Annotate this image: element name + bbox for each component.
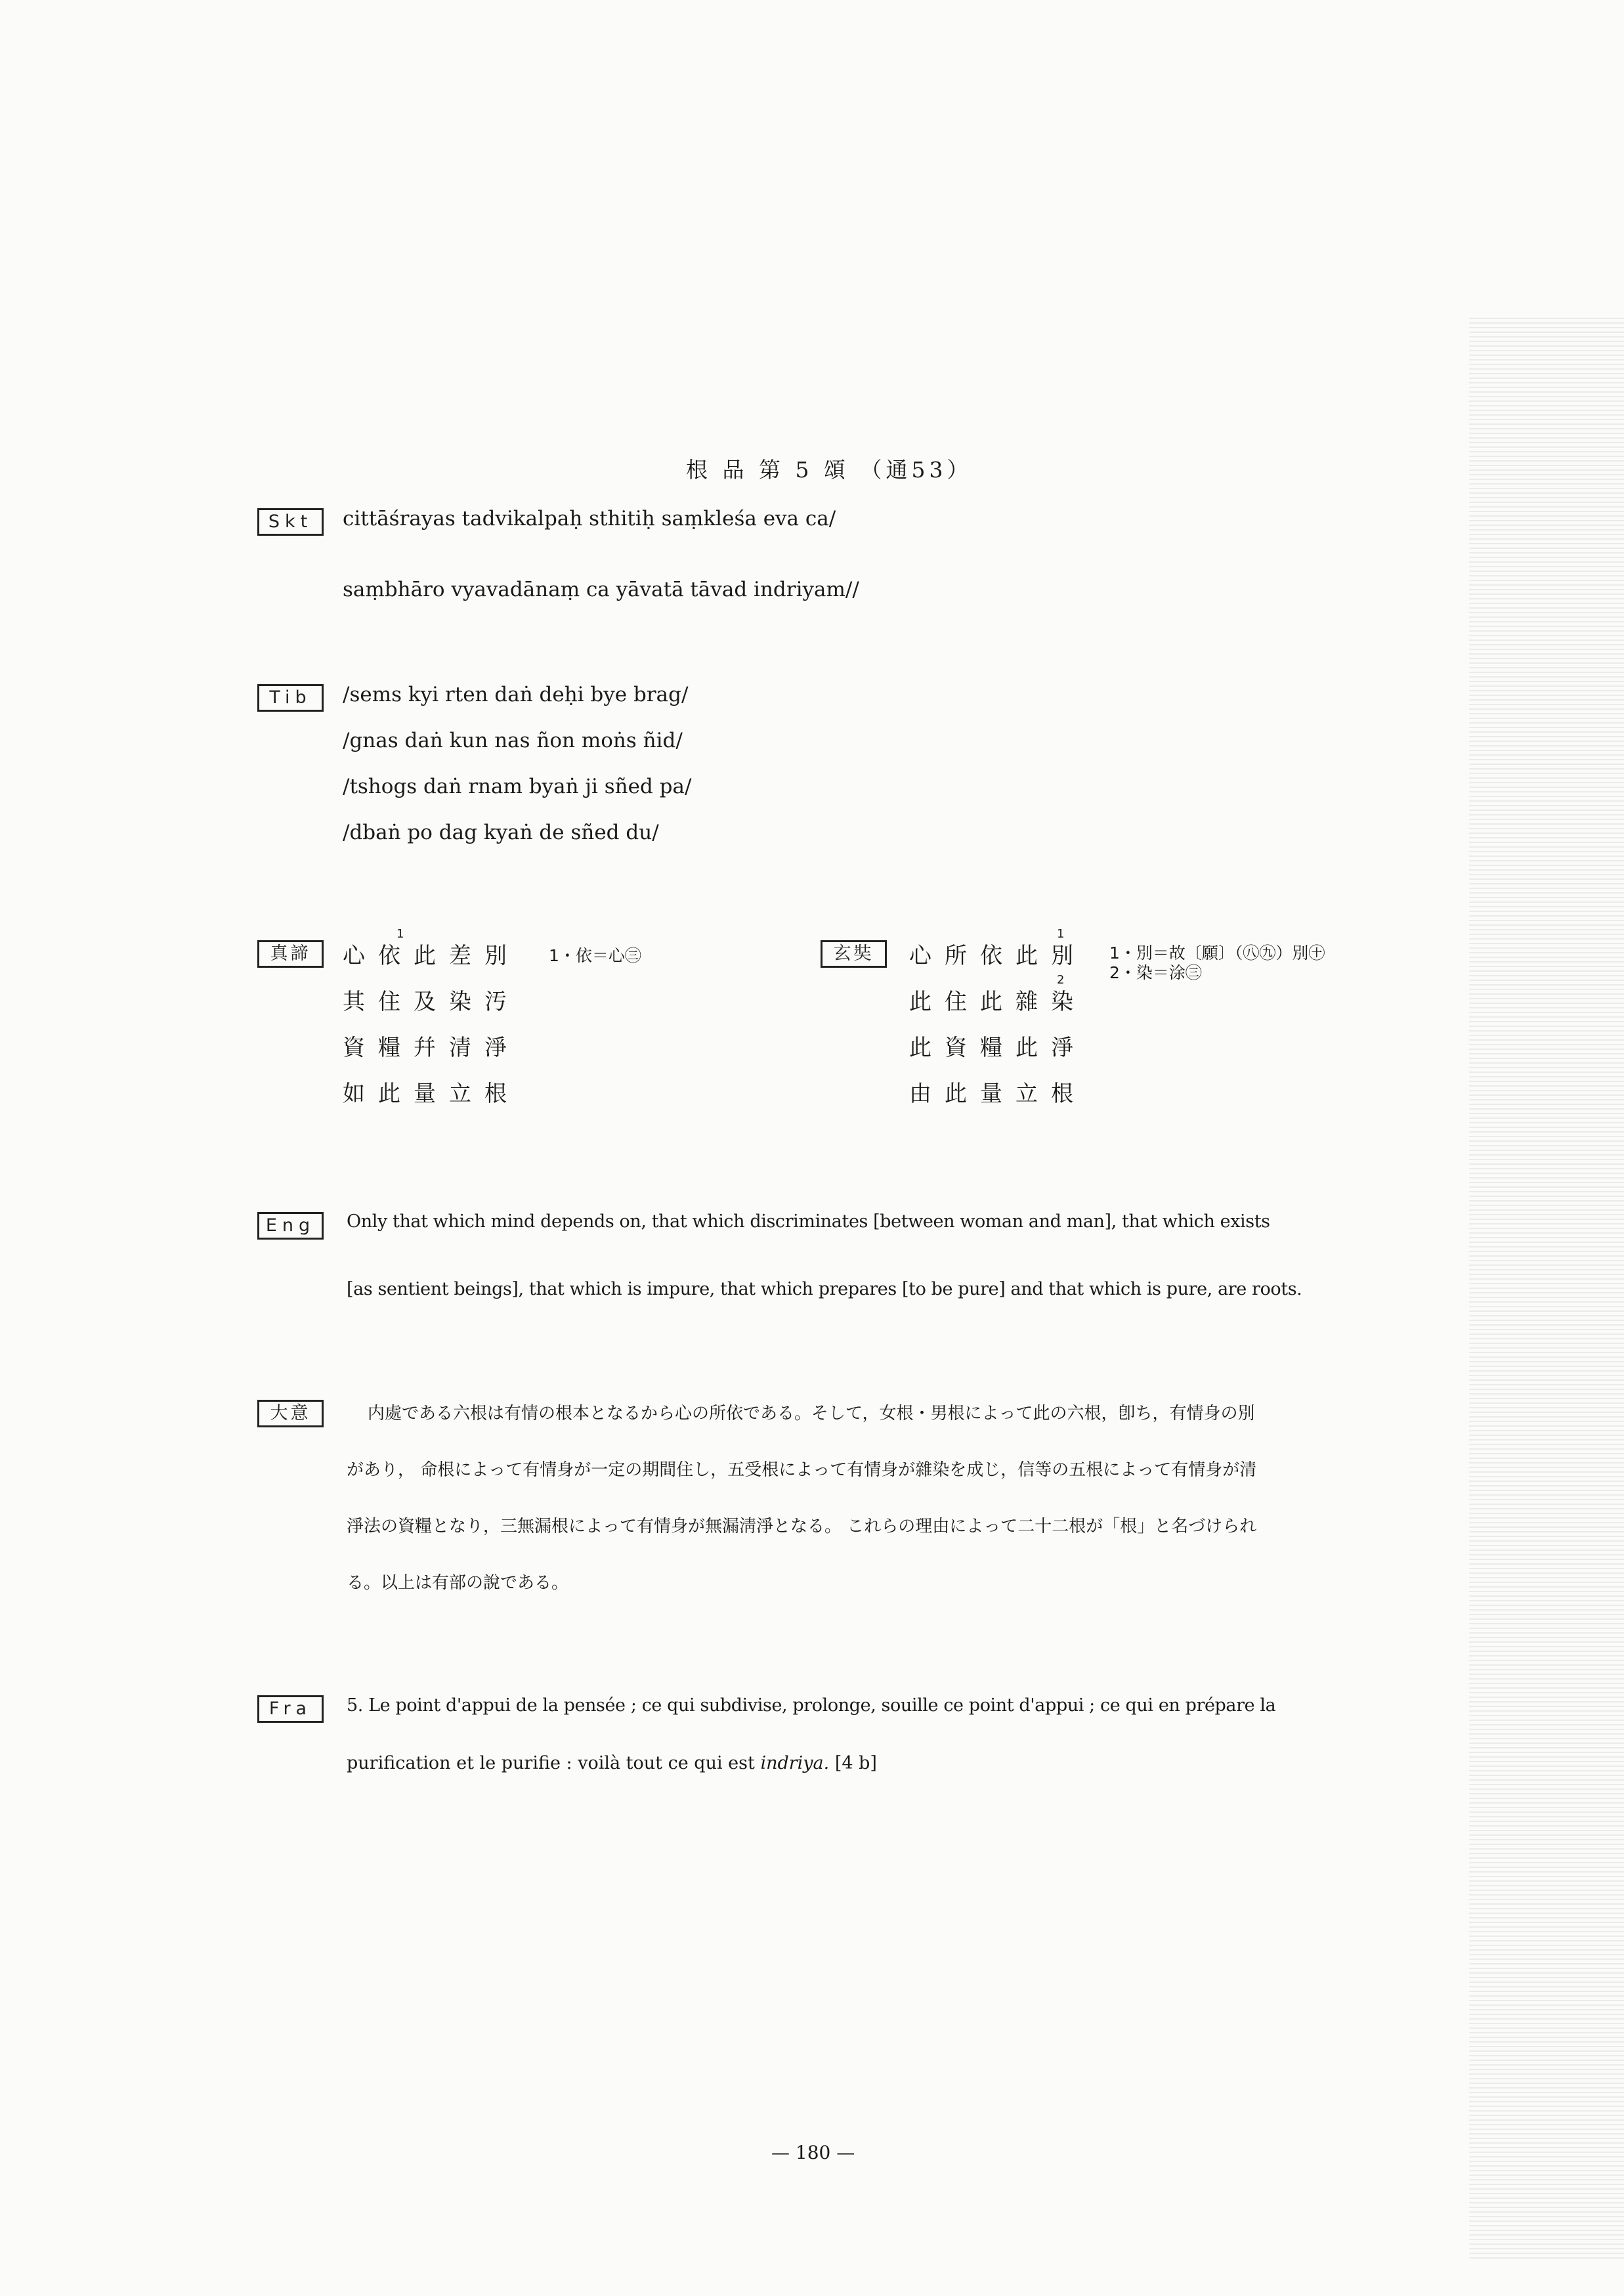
xuanzang-line-3: 此資糧此淨 bbox=[909, 1035, 1086, 1061]
label-taii: 大意 bbox=[257, 1400, 324, 1427]
tib-line-3: /tshogs daṅ rnam byaṅ ji sñed pa/ bbox=[343, 775, 692, 798]
xuanzang-line-1: 心所依此別 bbox=[909, 943, 1086, 969]
taii-line-3: 淨法の資糧となり，三無漏根によって有情身が無漏淸淨となる。 これらの理由によって二十二根が「根」と名づけられ bbox=[347, 1517, 1257, 1536]
fra-line-2 bbox=[347, 1753, 877, 1773]
page-title: 根 品 第 5 頌 （通53） bbox=[686, 457, 973, 483]
paramartha-footnote-mark: 1 bbox=[396, 927, 404, 941]
xuanzang-footnote-mark-2: 2 bbox=[1057, 973, 1065, 987]
taii-line-1: 内處である六根は有情の根本となるから心の所依である。そして，女根・男根によって此の六根，卽ち，有情身の別 bbox=[368, 1404, 1255, 1423]
label-tib: Tib bbox=[257, 684, 324, 712]
paramartha-note: 1・依＝心㊂ bbox=[549, 946, 641, 965]
xuanzang-note-1: 1・別＝故〔願〕（㊇㊈）別㊉ bbox=[1109, 943, 1325, 963]
taii-line-4: る。以上は有部の說である。 bbox=[347, 1573, 569, 1593]
paramartha-line-4: 如此量立根 bbox=[343, 1081, 520, 1107]
page-number: — 180 — bbox=[771, 2142, 855, 2163]
fra-line-2-term: indriya. bbox=[760, 1753, 830, 1773]
tib-line-2: /gnas daṅ kun nas ñon moṅs ñid/ bbox=[343, 729, 683, 752]
skt-line-2: saṃbhāro vyavadānaṃ ca yāvatā tāvad indriyam// bbox=[343, 578, 859, 601]
label-skt: Skt bbox=[257, 508, 324, 536]
xuanzang-footnote-mark-1: 1 bbox=[1057, 927, 1065, 941]
xuanzang-line-4: 由此量立根 bbox=[909, 1081, 1086, 1107]
label-fra: Fra bbox=[257, 1695, 324, 1723]
eng-line-2: [as sentient beings], that which is impure, that which prepares [to be pure] and that which is pure, are roots. bbox=[347, 1279, 1302, 1299]
xuanzang-line-2: 此住此雜染 bbox=[909, 989, 1086, 1015]
eng-line-1: Only that which mind depends on, that which discriminates [between woman and man], that which exists bbox=[347, 1211, 1270, 1232]
fra-line-2-text: purification et le purifie : voilà tout ce qui est bbox=[347, 1753, 761, 1773]
fra-line-2-ref: [4 b] bbox=[829, 1753, 877, 1773]
paramartha-line-1: 心依此差別 bbox=[343, 943, 520, 969]
label-paramartha: 真諦 bbox=[257, 940, 324, 968]
paramartha-line-2: 其住及染汚 bbox=[343, 989, 520, 1015]
taii-line-2: があり， 命根によって有情身が一定の期間住し，五受根によって有情身が雜染を成じ，信等の五根によって有情身が清 bbox=[347, 1460, 1257, 1480]
skt-line-1: cittāśrayas tadvikalpaḥ sthitiḥ saṃkleśa eva ca/ bbox=[343, 507, 836, 531]
tib-line-1: /sems kyi rten daṅ deḥi bye brag/ bbox=[343, 683, 689, 706]
xuanzang-note-2: 2・染＝涂㊂ bbox=[1109, 963, 1202, 982]
label-eng: Eng bbox=[257, 1212, 324, 1240]
label-xuanzang: 玄奘 bbox=[821, 940, 887, 968]
paramartha-line-3: 資糧幷清淨 bbox=[343, 1035, 520, 1061]
scan-edge-shading bbox=[1469, 315, 1624, 2259]
fra-line-1: 5. Le point d'appui de la pensée ; ce qui subdivise, prolonge, souille ce point d'appui ; ce qui en prépare la bbox=[347, 1695, 1276, 1716]
tib-line-4: /dbaṅ po dag kyaṅ de sñed du/ bbox=[343, 821, 659, 844]
